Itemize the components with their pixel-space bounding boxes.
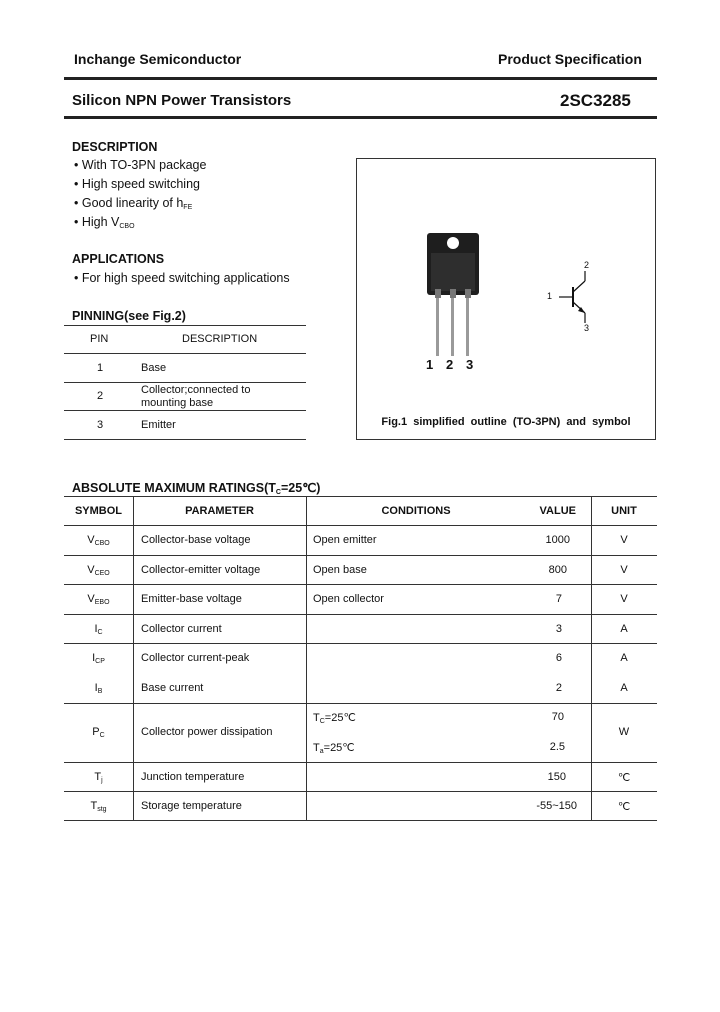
row-value: 70 [551,711,564,723]
row-unit: A [620,623,628,635]
row-unit: W [618,726,630,738]
row-unit: V [620,564,628,576]
pin-description: Collector;connected to mounting base [141,384,251,409]
header-rule [64,77,657,80]
row-condition: $T_a=25℃$ [313,742,355,755]
row-value: 3 [555,623,562,635]
pinning-header-pin: PIN [90,333,109,345]
row-parameter: Base current [141,682,204,694]
pin-number: 3 [96,419,104,431]
row-symbol: $V_{EBO}$ [87,593,110,606]
ratings-table [64,496,657,821]
lead-2 [451,298,454,356]
row-parameter: Collector-base voltage [141,534,251,546]
application-item: • For high speed switching applications [74,271,290,285]
row-unit: A [620,682,628,694]
pinning-row-rule [64,382,306,383]
package-pin-label: 3 [466,357,474,372]
row-parameter: Collector-emitter voltage [141,564,261,576]
to3pn-package-image [413,229,493,369]
title-rule [64,116,657,119]
row-condition: Open collector [313,593,384,605]
header-symbol: SYMBOL [74,505,123,517]
row-value: 150 [547,771,566,783]
pin-description: Base [141,362,167,374]
ratings-title: ABSOLUTE MAXIMUM $RATINGS(T_C=25℃)$ [72,481,321,496]
row-condition: $T_C=25℃$ [313,712,356,725]
pinning-title: PINNING(see Fig.2) [72,309,186,323]
row-parameter: Collector power dissipation [141,726,273,738]
row-value: 1000 [545,534,570,546]
pin-description: Emitter [141,419,176,431]
row-value: 2 [555,682,562,694]
lead-3 [466,298,469,356]
applications-title: APPLICATIONS [72,252,165,266]
row-parameter: Storage temperature [141,800,242,812]
row-parameter: Emitter-base voltage [141,593,242,605]
pinning-rule-header [64,353,306,354]
company-name: Inchange Semiconductor [74,51,242,67]
row-condition: Open base [313,564,367,576]
row-symbol: $I_C$ [94,623,103,636]
description-item: • High $V_{CBO}$ [74,215,135,230]
row-condition: Open emitter [313,534,377,546]
header-conditions: CONDITIONS [381,505,451,517]
description-title: DESCRIPTION [72,140,158,154]
row-parameter: Junction temperature [141,771,245,783]
row-unit: A [620,652,628,664]
mounting-hole [447,237,459,249]
description-item: • High speed switching [74,177,200,191]
pinning-rule-top [64,325,306,326]
figure-box [356,158,656,440]
pinning-header-description: DESCRIPTION [182,333,258,345]
row-symbol: $I_{CP}$ [92,652,105,665]
description-item: • Good linearity of $h_{FE}$ [74,196,193,211]
header-parameter: PARAMETER [185,505,254,517]
row-unit: ℃ [617,772,631,784]
lead-1 [436,298,439,356]
row-symbol: $V_{CEO}$ [87,564,110,577]
row-symbol: $T_j$ [94,771,103,784]
figure-caption: Fig.1 simplified outline (TO-3PN) and symbol [381,416,631,428]
row-symbol: $I_B$ [94,682,103,695]
header-unit: UNIT [611,505,637,517]
pin-number: 2 [96,390,104,402]
row-symbol: $T_{stg}$ [90,800,107,813]
package-pin-label: 2 [446,357,454,372]
row-value: 7 [555,593,562,605]
product-line: Silicon NPN Power Transistors [72,92,292,109]
header-value: VALUE [539,505,576,517]
package-pin-label: 1 [426,357,434,372]
row-symbol: $P_C$ [92,726,105,739]
description-item: • With TO-3PN package [74,158,207,172]
row-value: -55~150 [536,800,577,812]
pin-number: 1 [96,362,104,374]
part-number: 2SC3285 [560,91,631,110]
pinning-row-rule [64,410,306,411]
row-value: 2.5 [549,741,565,753]
row-symbol: $V_{CBO}$ [87,534,110,547]
symbol-collector-label: 2 [584,260,590,270]
npn-symbol-icon [553,267,603,333]
symbol-base-label: 1 [547,291,553,301]
row-parameter: Collector current [141,623,222,635]
row-unit: V [620,534,628,546]
row-value: 800 [548,564,567,576]
row-parameter: Collector current-peak [141,652,250,664]
symbol-emitter-label: 3 [584,323,590,333]
row-unit: ℃ [617,801,631,813]
doc-type: Product Specification [498,51,642,67]
pinning-rule-bottom [64,439,306,440]
row-value: 6 [555,652,562,664]
package-face [431,253,475,291]
row-unit: V [620,593,628,605]
